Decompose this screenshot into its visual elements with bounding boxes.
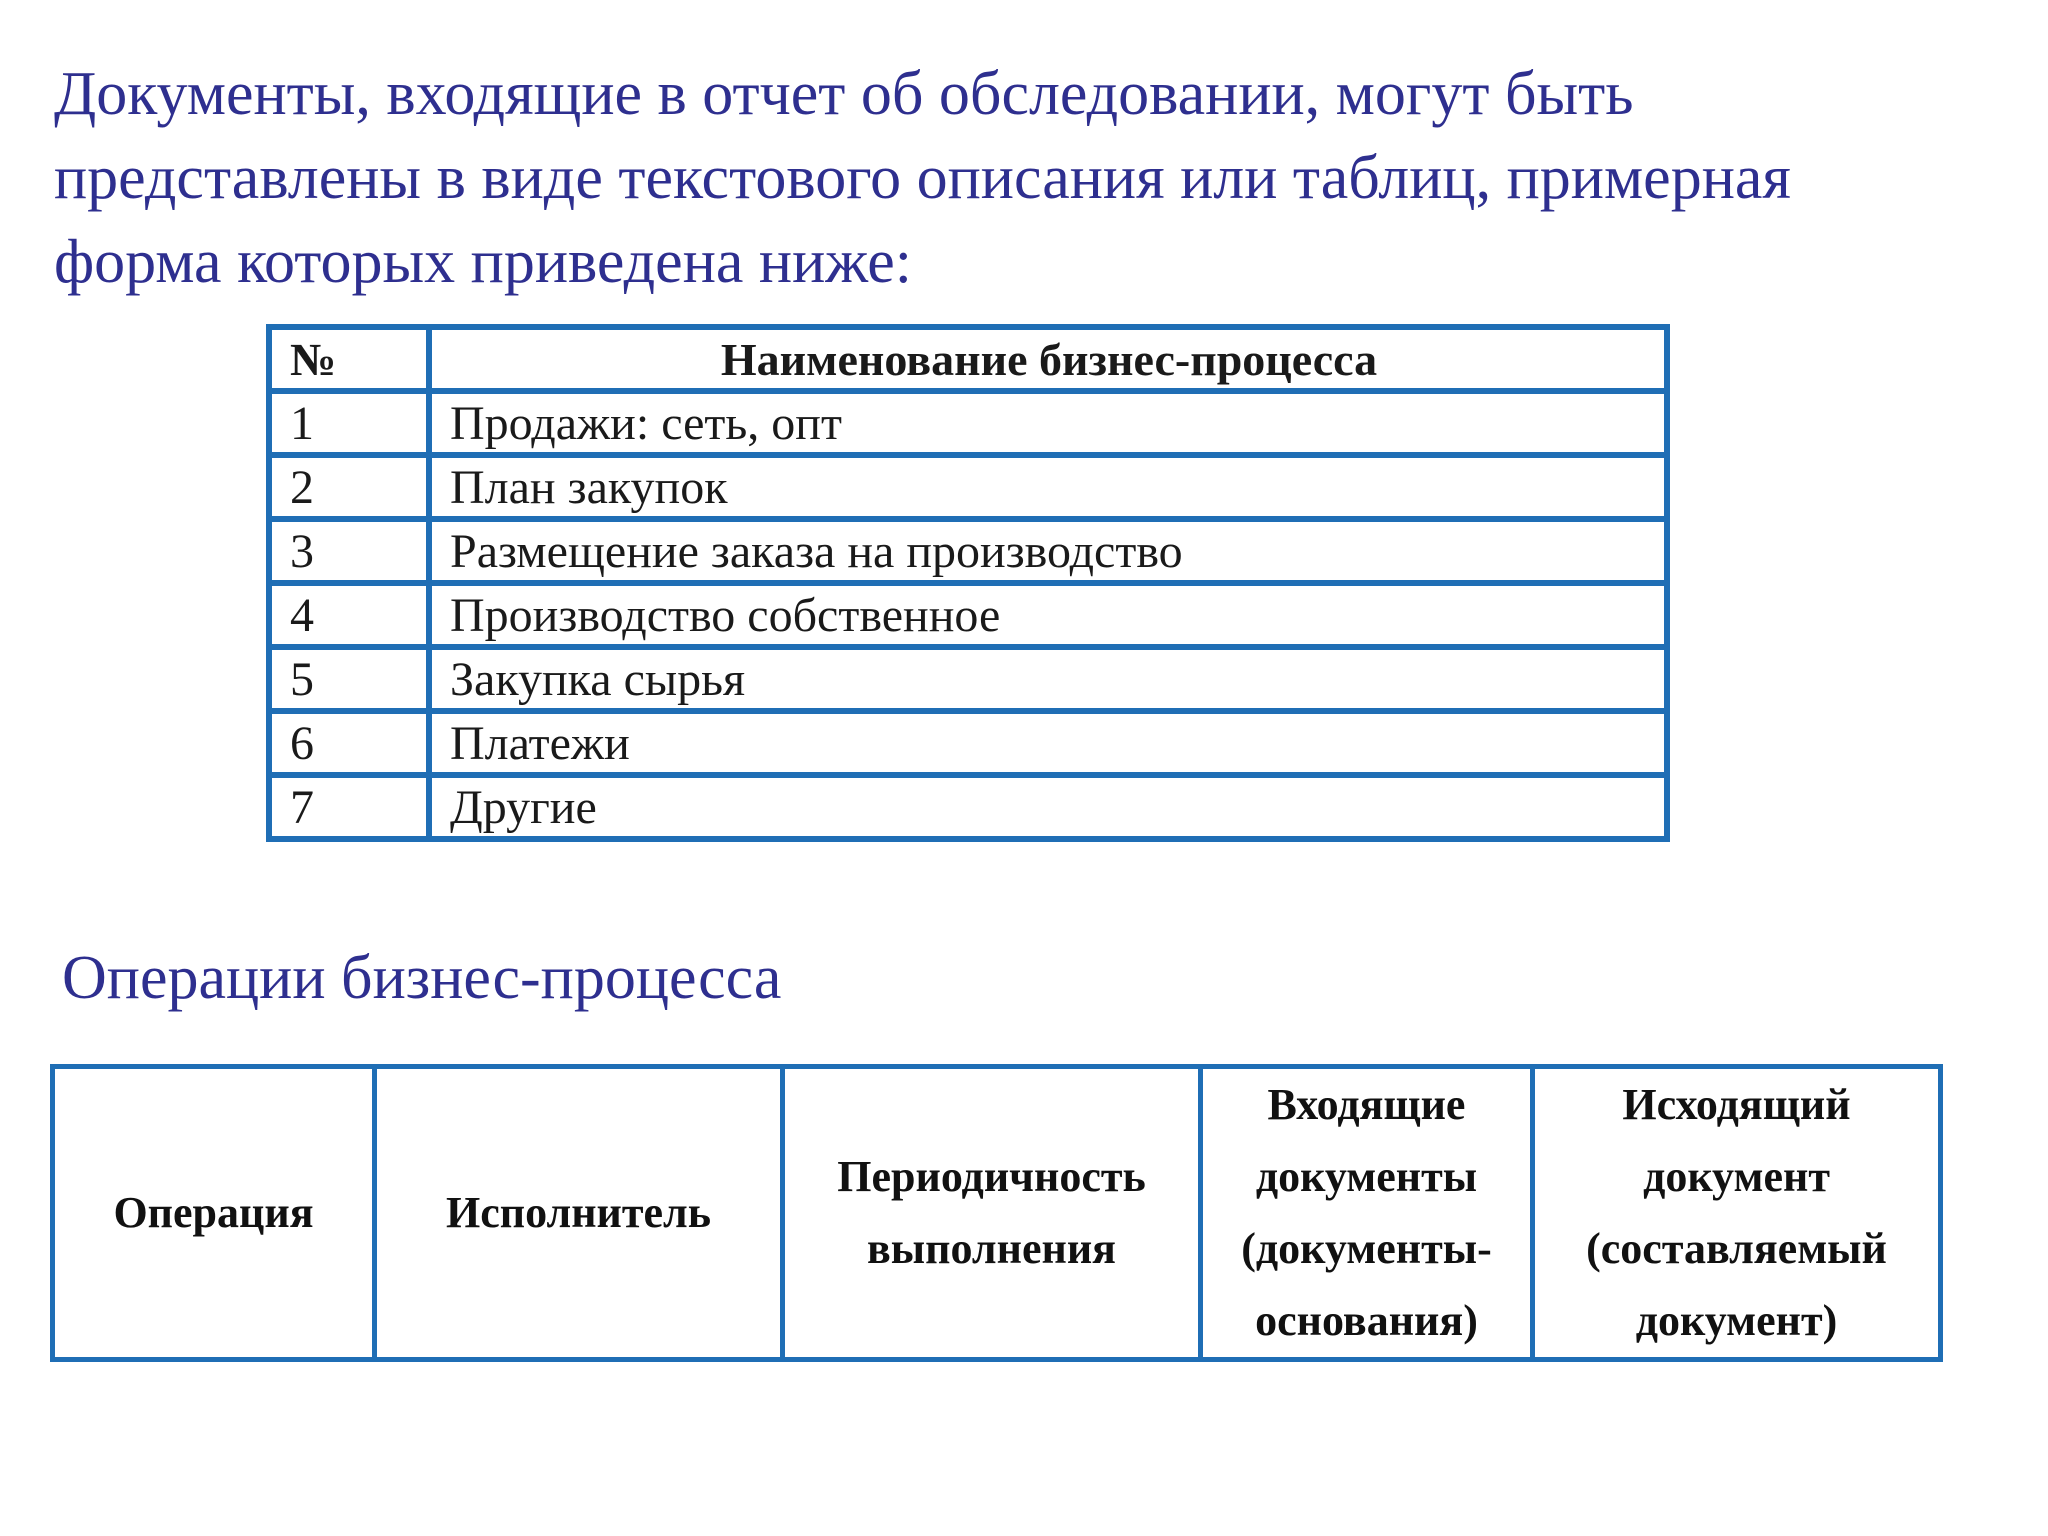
header-frequency: Периодичность выполнения: [783, 1067, 1201, 1360]
row-number: 5: [269, 647, 429, 711]
row-process-name: Другие: [429, 775, 1667, 839]
business-process-table: [266, 324, 1670, 842]
row-process-name: План закупок: [429, 455, 1667, 519]
table-row: [269, 519, 1667, 583]
table-row: [269, 775, 1667, 839]
header-operation: Операция: [53, 1067, 375, 1360]
table-row: [269, 647, 1667, 711]
row-number: 1: [269, 391, 429, 455]
row-number: 2: [269, 455, 429, 519]
header-outgoing-document: Исходящий документ (составляемый документ): [1533, 1067, 1941, 1360]
row-number: 4: [269, 583, 429, 647]
row-number: 7: [269, 775, 429, 839]
header-incoming-documents: Входящие документы (документы-основания): [1201, 1067, 1533, 1360]
table-row: [269, 391, 1667, 455]
table-header-row: [53, 1067, 1941, 1360]
header-process-name: Наименование бизнес-процесса: [429, 327, 1667, 391]
row-process-name: Закупка сырья: [429, 647, 1667, 711]
table-row: [269, 583, 1667, 647]
intro-paragraph: [54, 52, 2014, 304]
intro-line-3: форма которых приведена ниже:: [54, 228, 913, 296]
table-row: [269, 455, 1667, 519]
intro-line-1: Документы, входящие в отчет об обследовании, могут быть: [54, 60, 1634, 128]
intro-line-2: представлены в виде текстового описания или таблиц, примерная: [54, 144, 1791, 212]
header-number: №: [269, 327, 429, 391]
row-process-name: Размещение заказа на производство: [429, 519, 1667, 583]
row-process-name: Производство собственное: [429, 583, 1667, 647]
row-process-name: Платежи: [429, 711, 1667, 775]
row-number: 3: [269, 519, 429, 583]
row-process-name: Продажи: сеть, опт: [429, 391, 1667, 455]
table-row: [269, 711, 1667, 775]
header-executor: Исполнитель: [375, 1067, 783, 1360]
row-number: 6: [269, 711, 429, 775]
table-header-row: [269, 327, 1667, 391]
operations-table: [50, 1064, 1943, 1362]
section-title: Операции бизнес-процесса: [62, 944, 782, 1012]
